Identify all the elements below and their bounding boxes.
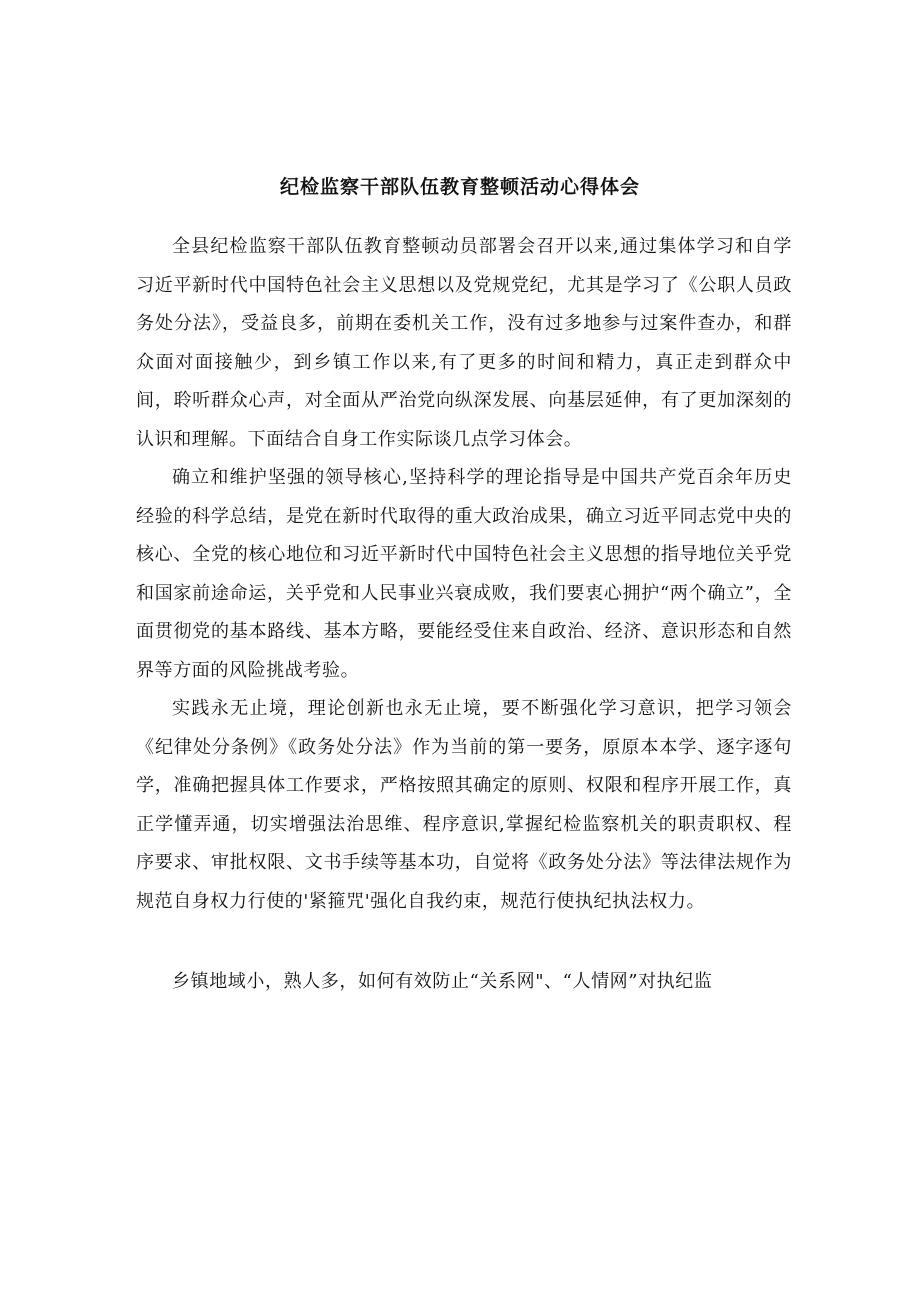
paragraph-2: 确立和维护坚强的领导核心,坚持科学的理论指导是中国共产党百余年历史经验的科学总结，是党在新时代取得的重大政治成果，确立习近平同志党中央的核心、全党的核心地位和习近平新时代中国特色社会主义思想的指导地位关乎党和国家前途命运，关乎党和人民事业兴衰成败，我们要衷心拥护“两个确立”，全面贯彻党的基本路线、基本方略，要能经受住来自政治、经济、意识形态和自然界等方面的风险挑战考验。 — [136, 467, 792, 681]
paragraph-3: 实践永无止境，理论创新也永无止境，要不断强化学习意识，把学习领会《纪律处分条例》《政务处分法》作为当前的第一要务，原原本本学、逐字逐句学，准确把握具体工作要求，严格按照其确定的原则、权限和程序开展工作，真正学懂弄通，切实增强法治思维、程序意识,掌握纪检监察机关的职责职权、程序要求、审批权限、文书手续等基本功，自觉将《政务处分法》等法律法规作为规范自身权力行使的'紧箍咒'强化自我约束，规范行使执纪执法权力。 — [136, 698, 792, 912]
document-body — [136, 228, 792, 1002]
document-title: 纪检监察干部队伍教育整顿活动心得体会 — [279, 176, 640, 198]
paragraph-4: 乡镇地域小，熟人多，如何有效防止“关系网"、“人情网”对执纪监 — [172, 971, 713, 992]
paragraph-1: 全县纪检监察干部队伍教育整顿动员部署会召开以来,通过集体学习和自学习近平新时代中国特色社会主义思想以及党规党纪，尤其是学习了《公职人员政务处分法》，受益良多，前期在委机关工作，没有过多地参与过案件查办，和群众面对面接触少，到乡镇工作以来,有了更多的时间和精力，真正走到群众中间，聆听群众心声，对全面从严治党向纵深发展、向基层延伸，有了更加深刻的认识和理解。下面结合自身工作实际谈几点学习体会。 — [136, 236, 792, 450]
